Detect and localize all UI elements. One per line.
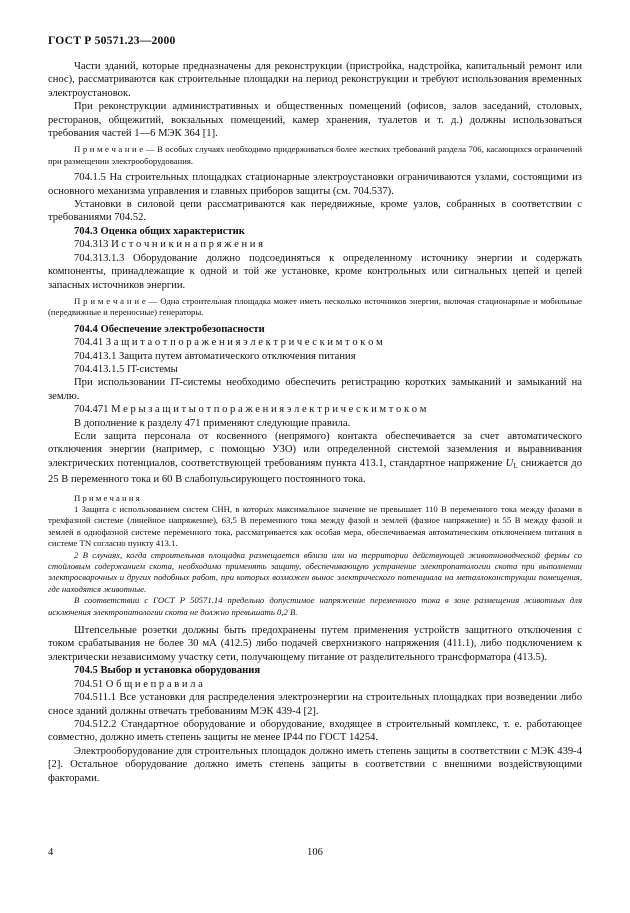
voltage-subscript: L	[513, 461, 518, 470]
subsection-heading: 704.41 З а щ и т а о т п о р а ж е н и я э л е к т р и ч е с к и м т о к о м	[74, 337, 383, 349]
page-header: ГОСТ Р 50571.23—2000	[48, 34, 176, 47]
subsection-heading: 704.313 И с т о ч н и к и н а п р я ж е н и я	[74, 239, 263, 251]
note	[48, 296, 582, 319]
subsection-heading: 704.413.1 Защита путем автоматического отключения питания	[74, 350, 356, 362]
note-label: П р и м е ч а н и е —	[74, 144, 155, 155]
document-body	[48, 60, 582, 785]
section-heading: 704.4 Обеспечение электробезопасности	[74, 323, 265, 335]
paragraph: 704.511.1 Все установки для распределения электроэнергии на строительных площадках при возведении либо сносе зданий должны отвечать требованиям МЭК 439-4 [2].	[48, 692, 582, 717]
note: 1 Защита с использованием систем СНН, в которых максимальное значение не превышает 110 В переменного тока между фазами в трехфазной системе (линейное напряжение), 63,5 В переменного тока между фазой и землей (фазное напряжение) и 55 В между фазой и землей в однофазной системе переменного тока, рассматривается как особая мера, обеспечиваемая автоматическим отключением питания в системе TN согласно пункту 413.1.	[48, 504, 582, 549]
section-heading: 704.5 Выбор и установка оборудования	[74, 665, 261, 677]
subsection-heading: 704.413.1.5 IT-системы	[74, 363, 178, 375]
paragraph-text: Если защита персонала от косвенного (непрямого) контакта обеспечивается за счет автоматического отключения энергии (например, с помощью УЗО) или определенной системой заземления и выравнивания электрических потенциалов, соответствующей требованиям пункта 413.1, стандартное напряжение	[48, 430, 582, 469]
paragraph: Штепсельные розетки должны быть предохранены путем применения устройств защитного отключения с током срабатывания не более 30 мА (412.5) либо подачей сверхнизкого напряжения (411.1), либо подключением к электрически независимому участку сети, получающему питание от разделительного трансформатора (413.5).	[48, 625, 582, 663]
note: В соответствии с ГОСТ Р 50571.14 предельно допустимое напряжение переменного тока в зоне размещения животных для исключения электропатологии скота не должно превышать 0,2 В.	[48, 595, 582, 617]
note: 2 В случаях, когда строительная площадка размещается вблизи или на территории действующей животноводческой фермы со стойловым содержанием скота, необходимо применять защиту, обеспечивающую устранение электропатологии скота при выполнении электросварочных и других подобных работ, при которых возможен вынос электрического потенциала на металлоконструкции помещения, где находятся животные.	[48, 549, 582, 594]
paragraph: Электрооборудование для строительных площадок должно иметь степень защиты в соответствии с МЭК 439-4 [2]. Остальное оборудование должно иметь степень защиты в соответствии с внешними воздействующими факторами.	[48, 745, 582, 784]
paragraph: 704.313.1.3 Оборудование должно подсоединяться к определенному источнику энергии и содержать компоненты, принадлежащие к одной и той же установке, кроме контрольных или сигнальных цепей и цепей запасных источников энергии.	[48, 252, 582, 291]
section-heading: 704.3 Оценка общих характеристик	[74, 225, 245, 237]
paragraph: Части зданий, которые предназначены для реконструкции (пристройка, надстройка, капитальный ремонт или снос), рассматриваются как строительные площадки на период реконструкции и требуют использования временных электроустановок.	[48, 61, 582, 99]
note-text: В особых случаях необходимо придерживаться более жестких требований раздела 706, касающихся ограничений при размещении электрооборудования.	[48, 144, 583, 166]
paragraph: При использовании IT-системы необходимо обеспечить регистрацию коротких замыканий и замыканий на землю.	[48, 377, 582, 402]
paragraph	[48, 430, 582, 487]
notes-label: П р и м е ч а н и я	[74, 492, 140, 503]
page-number-center: 106	[307, 847, 323, 858]
paragraph: В дополнение к разделу 471 применяют следующие правила.	[74, 417, 351, 429]
subsection-heading: 704.51 О б щ и е п р а в и л а	[74, 678, 203, 690]
page-number-left: 4	[48, 847, 54, 858]
paragraph: 704.512.2 Стандартное оборудование и оборудование, входящее в строительный комплекс, т. е. работающее совместно, должно иметь степень защиты не менее IP44 по ГОСТ 14254.	[48, 718, 582, 744]
note-label: П р и м е ч а н и е —	[74, 295, 158, 306]
voltage-symbol: U	[505, 457, 514, 469]
paragraph: При реконструкции административных и общественных помещений (офисов, залов заседаний, столовых, ресторанов, общежитий, вокзальных помещений, камер хранения, туалетов и т. д.) должны использоваться требования частей 1—6 МЭК 364 [1].	[48, 101, 582, 140]
subsection-heading: 704.471 М е р ы з а щ и т ы о т п о р а ж е н и я э л е к т р и ч е с к и м т о к о м	[74, 404, 427, 416]
paragraph: 704.1.5 На строительных площадках стационарные электроустановки ограничиваются узлами, состоящими из основного механизма управления и главных приборов защиты (см. 704.537).	[48, 172, 582, 197]
note-text: Одна строительная площадка может иметь несколько источников энергии, включая стационарные и мобильные (передвижные и переносные) генераторы.	[48, 295, 583, 318]
note	[48, 144, 582, 167]
paragraph: Установки в силовой цепи рассматриваются как передвижные, кроме узлов, собранных в соответствии с требованиями 704.52.	[48, 199, 582, 224]
paragraph-text: снижается до 25 В переменного тока и 60 В слабопульсирующего постоянного тока.	[48, 457, 582, 486]
